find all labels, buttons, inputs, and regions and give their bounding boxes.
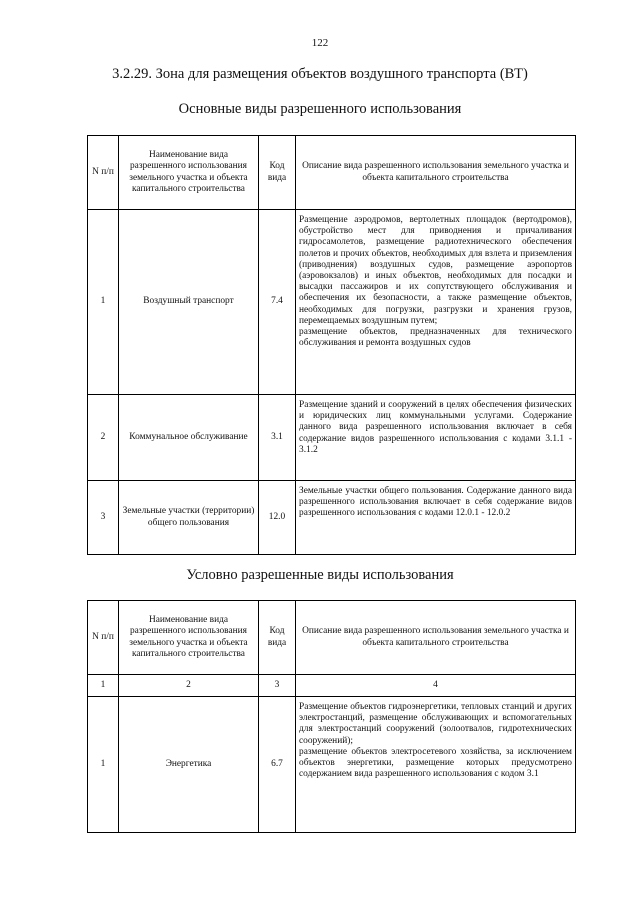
row-desc <box>296 697 576 833</box>
zone-title: 3.2.29. Зона для размещения объектов воздушного транспорта (ВТ) <box>112 66 528 82</box>
row-desc <box>296 395 576 481</box>
column-index-row <box>88 675 576 697</box>
column-index: 4 <box>296 675 576 697</box>
conditional-section-title: Условно разрешенные виды использования <box>186 567 454 583</box>
row-code: 6.7 <box>259 697 296 833</box>
desc-paragraph: Размещение объектов гидроэнергетики, тепловых станций и других электростанций, размещение обслуживающих и вспомогательных для электростанций сооружений (золоотвалов, гидротехнических сооружений); <box>299 702 572 746</box>
table-row <box>88 481 576 555</box>
main-uses-table <box>87 135 576 555</box>
column-index: 3 <box>259 675 296 697</box>
row-name: Коммунальное обслуживание <box>119 395 259 481</box>
main-section-title: Основные виды разрешенного использования <box>178 101 462 117</box>
row-num: 2 <box>88 395 119 481</box>
table-header-row <box>88 136 576 210</box>
row-desc <box>296 481 576 555</box>
header-num: N п/п <box>88 136 119 210</box>
row-name: Земельные участки (территории) общего пользования <box>119 481 259 555</box>
header-num: N п/п <box>88 601 119 675</box>
desc-paragraph: размещение объектов, предназначенных для технического обслуживания и ремонта воздушных судов <box>299 327 572 349</box>
header-code: Код вида <box>259 601 296 675</box>
table-row <box>88 210 576 395</box>
row-code: 12.0 <box>259 481 296 555</box>
desc-paragraph: размещение объектов электросетевого хозяйства, за исключением объектов энергетики, размещение которых предусмотрено содержанием вида разрешенного использования с кодом 3.1 <box>299 746 572 780</box>
header-desc: Описание вида разрешенного использования земельного участка и объекта капитального строительства <box>296 601 576 675</box>
row-code: 3.1 <box>259 395 296 481</box>
column-index: 1 <box>88 675 119 697</box>
table-row <box>88 395 576 481</box>
row-name: Энергетика <box>119 697 259 833</box>
header-name: Наименование вида разрешенного использования земельного участка и объекта капитального строительства <box>119 601 259 675</box>
row-name: Воздушный транспорт <box>119 210 259 395</box>
header-code: Код вида <box>259 136 296 210</box>
desc-paragraph: Размещение аэродромов, вертолетных площадок (вертодромов), обустройство мест для приводнения и причаливания гидросамолетов, размещение радиотехнического обеспечения полетов и прочих объектов, необходимых для взлета и приземления (приводнения) воздушных судов, размещение аэропортов (аэровокзалов) и иных объектов, необходимых для посадки и высадки пассажиров и их сопутствующего обслуживания и обеспечения их безопасности, а также размещение объектов, необходимых для погрузки, разгрузки и хранения грузов, перемещаемых воздушным путем; <box>299 215 572 326</box>
desc-paragraph: Размещение зданий и сооружений в целях обеспечения физических и юридических лиц коммунальными услугами. Содержание данного вида разрешенного использования включает в себя содержание видов разрешенного использования с кодами 3.1.1 - 3.1.2 <box>299 400 572 455</box>
row-num: 3 <box>88 481 119 555</box>
conditional-uses-table <box>87 600 576 833</box>
row-num: 1 <box>88 697 119 833</box>
header-name: Наименование вида разрешенного использования земельного участка и объекта капитального строительства <box>119 136 259 210</box>
column-index: 2 <box>119 675 259 697</box>
page-number: 122 <box>311 37 329 49</box>
table-header-row <box>88 601 576 675</box>
desc-paragraph: Земельные участки общего пользования. Содержание данного вида разрешенного использования включает в себя содержание видов разрешенного использования с кодами 12.0.1 - 12.0.2 <box>299 486 572 519</box>
row-code: 7.4 <box>259 210 296 395</box>
table-row <box>88 697 576 833</box>
row-desc <box>296 210 576 395</box>
header-desc: Описание вида разрешенного использования земельного участка и объекта капитального строительства <box>296 136 576 210</box>
row-num: 1 <box>88 210 119 395</box>
